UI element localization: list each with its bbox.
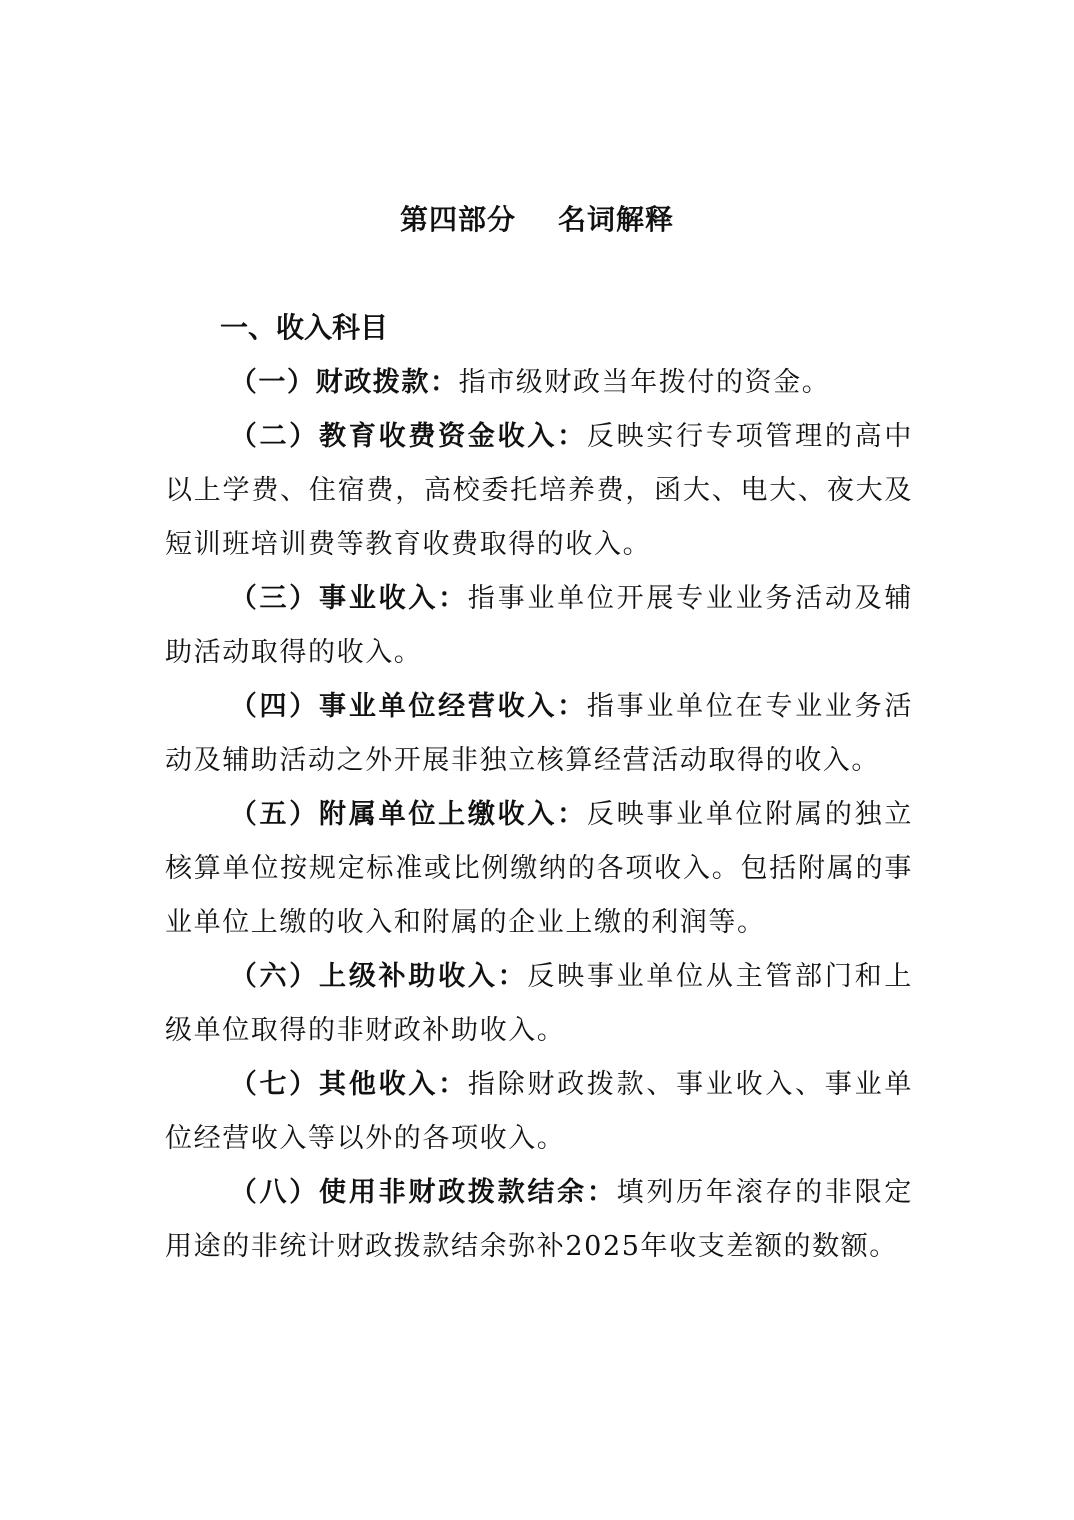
definition-term: （二）教育收费资金收入： [229,421,587,452]
definition-term: （七）其他收入： [229,1069,468,1100]
definition-item [165,1166,913,1274]
definition-item [165,572,913,680]
definitions-list [165,356,913,1274]
definition-term: （三）事业收入： [229,583,468,614]
title-name: 名词解释 [558,203,675,236]
definition-item [165,950,913,1058]
title-part: 第四部分 [399,203,516,236]
definition-term: （四）事业单位经营收入： [229,691,587,722]
definition-text: 填列历年滚存的非限定用途的非统计财政拨款结余弥补2025年收支差额的数额。 [165,1177,913,1262]
definition-term: （一）财政拨款： [229,367,459,398]
definition-text: 指事业单位在专业业务活动及辅助活动之外开展非独立核算经营活动取得的收入。 [165,691,914,776]
definition-term: （五）附属单位上缴收入： [229,799,587,830]
section-heading: 一、收入科目 [220,311,389,344]
definition-item [165,410,913,572]
definition-item [165,788,913,950]
definition-item [165,1058,913,1166]
definition-text: 反映事业单位从主管部门和上级单位取得的非财政补助收入。 [165,961,913,1046]
definition-item [165,356,913,410]
definition-text: 指事业单位开展专业业务活动及辅助活动取得的收入。 [165,583,914,668]
definition-text: 指市级财政当年拨付的资金。 [458,367,831,398]
definition-text: 反映事业单位附属的独立核算单位按规定标准或比例缴纳的各项收入。包括附属的事业单位上缴的收入和附属的企业上缴的利润等。 [165,799,914,938]
page-title [0,198,1074,238]
definition-term: （八）使用非财政拨款结余： [229,1177,617,1208]
definition-text: 指除财政拨款、事业收入、事业单位经营收入等以外的各项收入。 [165,1069,914,1154]
definition-term: （六）上级补助收入： [229,961,528,992]
definition-text: 反映实行专项管理的高中以上学费、住宿费，高校委托培养费，函大、电大、夜大及短训班培训费等教育收费取得的收入。 [165,421,914,560]
definition-item [165,680,913,788]
